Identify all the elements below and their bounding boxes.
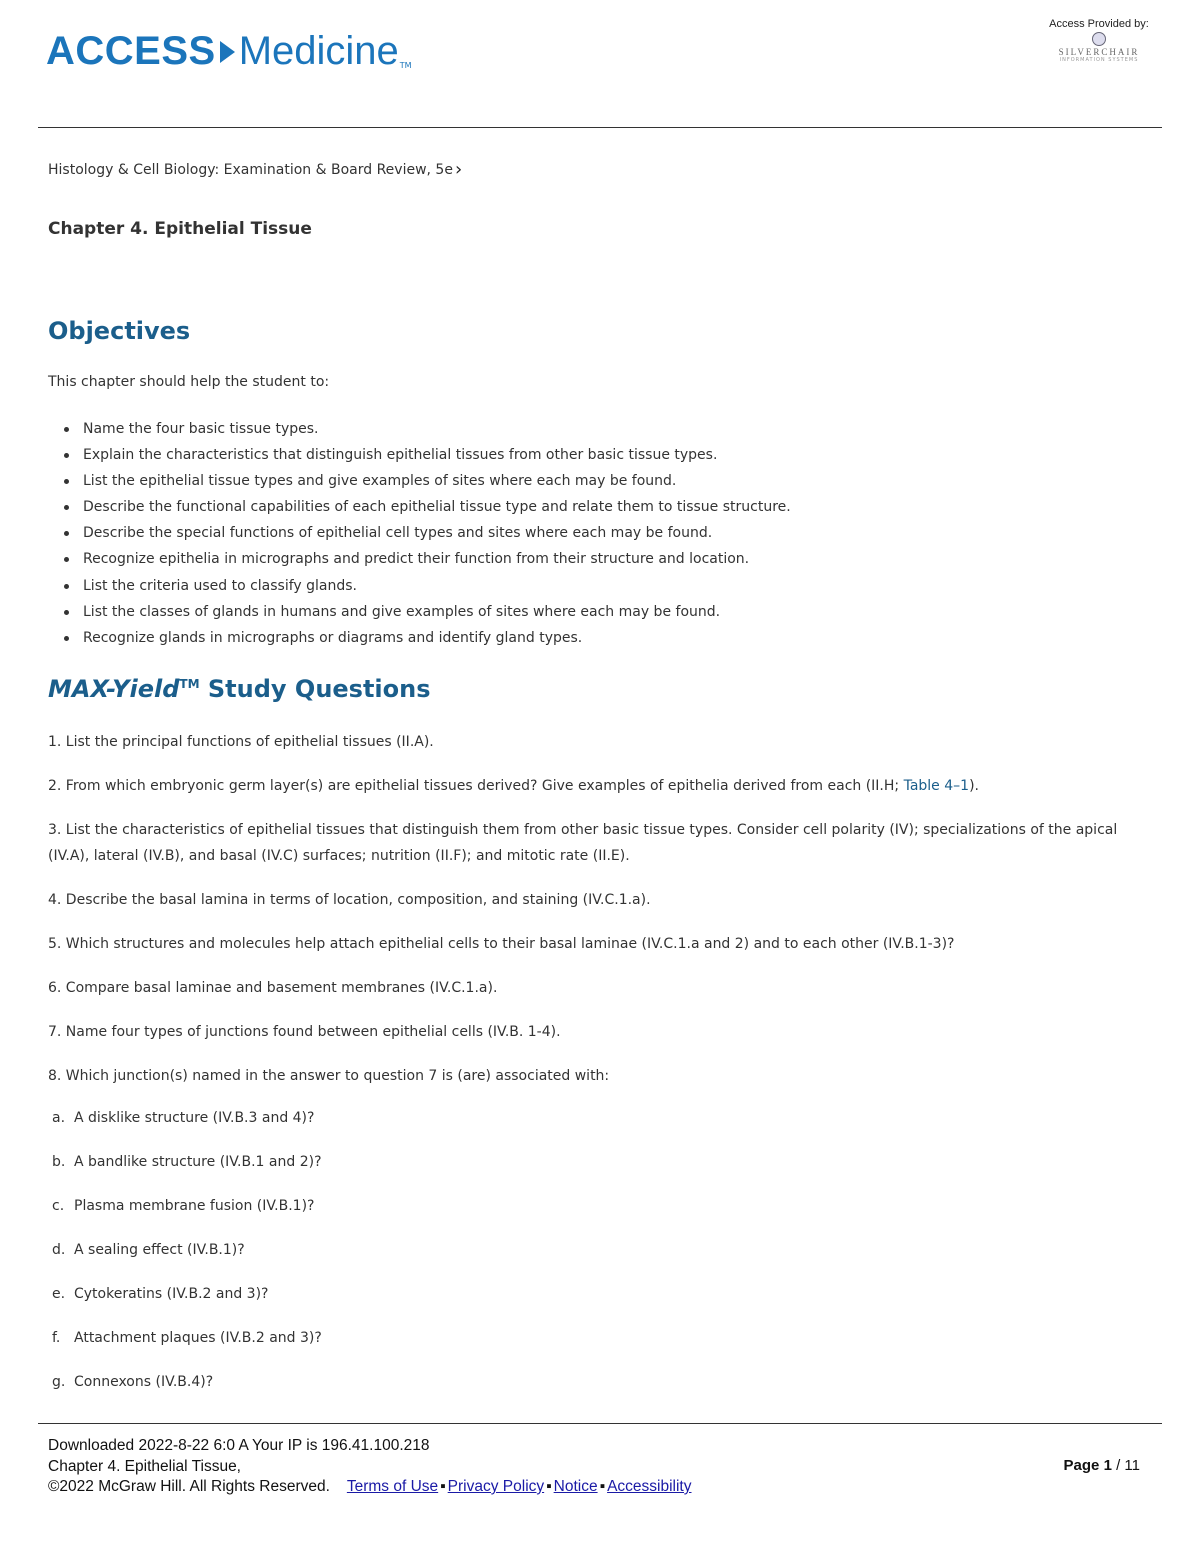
- question-6: 6. Compare basal laminae and basement membranes (IV.C.1.a).: [48, 980, 498, 996]
- provider-label: Access Provided by:: [1049, 18, 1149, 30]
- page-indicator: [1064, 1457, 1140, 1474]
- question-8: 8. Which junction(s) named in the answer to question 7 is (are) associated with:: [48, 1068, 610, 1084]
- chevron-right-icon: ›: [454, 159, 463, 180]
- logo-access-text: ACCESS: [46, 28, 216, 73]
- access-provider: [1044, 18, 1154, 63]
- sub-question: [52, 1286, 268, 1302]
- sub-question-letter: e.: [52, 1286, 66, 1302]
- list-item: Explain the characteristics that distinguish epithelial tissues from other basic tissue types.: [62, 445, 791, 471]
- study-questions-heading: [48, 675, 431, 703]
- logo-medicine-text: Medicine: [238, 28, 399, 73]
- logo-trademark: TM: [399, 61, 412, 70]
- question-2-end: ).: [969, 778, 979, 794]
- sub-question-letter: d.: [52, 1242, 66, 1258]
- sub-question: [52, 1242, 245, 1258]
- list-item: List the criteria used to classify glands.: [62, 576, 791, 602]
- sub-question: [52, 1198, 314, 1214]
- question-3: 3. List the characteristics of epithelial tissues that distinguish them from other basic tissue types. Consider cell polarity (IV); specializations of the apical (IV.A), lateral (IV.B), and basal (IV.C) surfaces; nutrition (II.F); and mitotic rate (II.E).: [48, 822, 1118, 864]
- objectives-heading: Objectives: [48, 317, 191, 345]
- sub-question-letter: a.: [52, 1110, 66, 1126]
- list-item: List the epithelial tissue types and give examples of sites where each may be found.: [62, 471, 791, 497]
- sub-question-letter: b.: [52, 1154, 66, 1170]
- list-item: List the classes of glands in humans and give examples of sites where each may be found.: [62, 602, 791, 628]
- question-5: 5. Which structures and molecules help attach epithelial cells to their basal laminae (IV.C.1.a and 2) and to each other (IV.B.1-3)?: [48, 936, 955, 952]
- sub-question: [52, 1110, 314, 1126]
- list-item: Describe the functional capabilities of each epithelial tissue type and relate them to tissue structure.: [62, 497, 791, 523]
- question-7: 7. Name four types of junctions found between epithelial cells (IV.B. 1-4).: [48, 1024, 561, 1040]
- footer-legal: ©2022 McGraw Hill. All Rights Reserved. Terms of Use ▪ Privacy Policy ▪ Notice ▪ Accessibility: [48, 1478, 692, 1495]
- copyright-text: ©2022 McGraw Hill. All Rights Reserved.: [48, 1478, 330, 1495]
- table-4-1-link[interactable]: Table 4–1: [903, 778, 970, 794]
- page-footer: [48, 1436, 692, 1498]
- provider-subtitle: INFORMATION SYSTEMS: [1059, 57, 1139, 63]
- header-divider: [38, 127, 1162, 128]
- sub-question-text: Cytokeratins (IV.B.2 and 3)?: [74, 1286, 269, 1302]
- list-item: Name the four basic tissue types.: [62, 419, 791, 445]
- sub-question: [52, 1154, 322, 1170]
- sub-question-text: A disklike structure (IV.B.3 and 4)?: [74, 1110, 315, 1126]
- notice-link[interactable]: Notice: [553, 1478, 598, 1495]
- footer-chapter: Chapter 4. Epithelial Tissue,: [48, 1457, 241, 1475]
- sub-question: [52, 1374, 213, 1390]
- breadcrumb[interactable]: [48, 159, 462, 180]
- sub-question-text: Plasma membrane fusion (IV.B.1)?: [74, 1198, 315, 1214]
- chapter-title: Chapter 4. Epithelial Tissue: [48, 219, 312, 239]
- question-2-text: 2. From which embryonic germ layer(s) are epithelial tissues derived? Give examples of epithelia derived from each (II.H;: [48, 778, 904, 794]
- question-4: 4. Describe the basal lamina in terms of location, composition, and staining (IV.C.1.a).: [48, 892, 651, 908]
- accessmedicine-logo[interactable]: [46, 18, 412, 84]
- question-2: [48, 773, 1158, 799]
- provider-name: SILVERCHAIR: [1058, 47, 1140, 57]
- list-item: Describe the special functions of epithelial cell types and sites where each may be found.: [62, 523, 791, 549]
- page-current: 1: [1103, 1457, 1112, 1474]
- page-total: / 11: [1116, 1457, 1140, 1474]
- sub-question-letter: g.: [52, 1374, 66, 1390]
- sub-question-text: Connexons (IV.B.4)?: [74, 1374, 214, 1390]
- sub-question-text: A sealing effect (IV.B.1)?: [74, 1242, 245, 1258]
- footer-divider: [38, 1423, 1162, 1424]
- sub-question: [52, 1330, 322, 1346]
- sub-question-letter: f.: [52, 1330, 61, 1346]
- objectives-list: [62, 419, 791, 654]
- page-label: Page: [1063, 1457, 1100, 1474]
- question-1: 1. List the principal functions of epithelial tissues (II.A).: [48, 734, 434, 750]
- breadcrumb-book-title[interactable]: Histology & Cell Biology: Examination & Board Review, 5e: [48, 161, 453, 178]
- trademark-mark: TM: [179, 677, 200, 691]
- provider-seal-icon: [1092, 32, 1106, 46]
- sub-question-letter: c.: [52, 1198, 65, 1214]
- list-item: Recognize epithelia in micrographs and predict their function from their structure and location.: [62, 549, 791, 575]
- accessibility-link[interactable]: Accessibility: [607, 1478, 692, 1495]
- study-questions-label: Study Questions: [199, 675, 431, 703]
- sub-question-text: Attachment plaques (IV.B.2 and 3)?: [74, 1330, 322, 1346]
- privacy-policy-link[interactable]: Privacy Policy: [447, 1478, 545, 1495]
- download-info: Downloaded 2022-8-22 6:0 A Your IP is 196.41.100.218: [48, 1437, 430, 1454]
- terms-of-use-link[interactable]: Terms of Use: [346, 1478, 439, 1495]
- list-item: Recognize glands in micrographs or diagrams and identify gland types.: [62, 628, 791, 654]
- objectives-intro: This chapter should help the student to:: [48, 374, 330, 390]
- sub-question-text: A bandlike structure (IV.B.1 and 2)?: [74, 1154, 322, 1170]
- logo-arrow-icon: [220, 41, 235, 63]
- max-yield-label: MAX-Yield: [48, 675, 180, 703]
